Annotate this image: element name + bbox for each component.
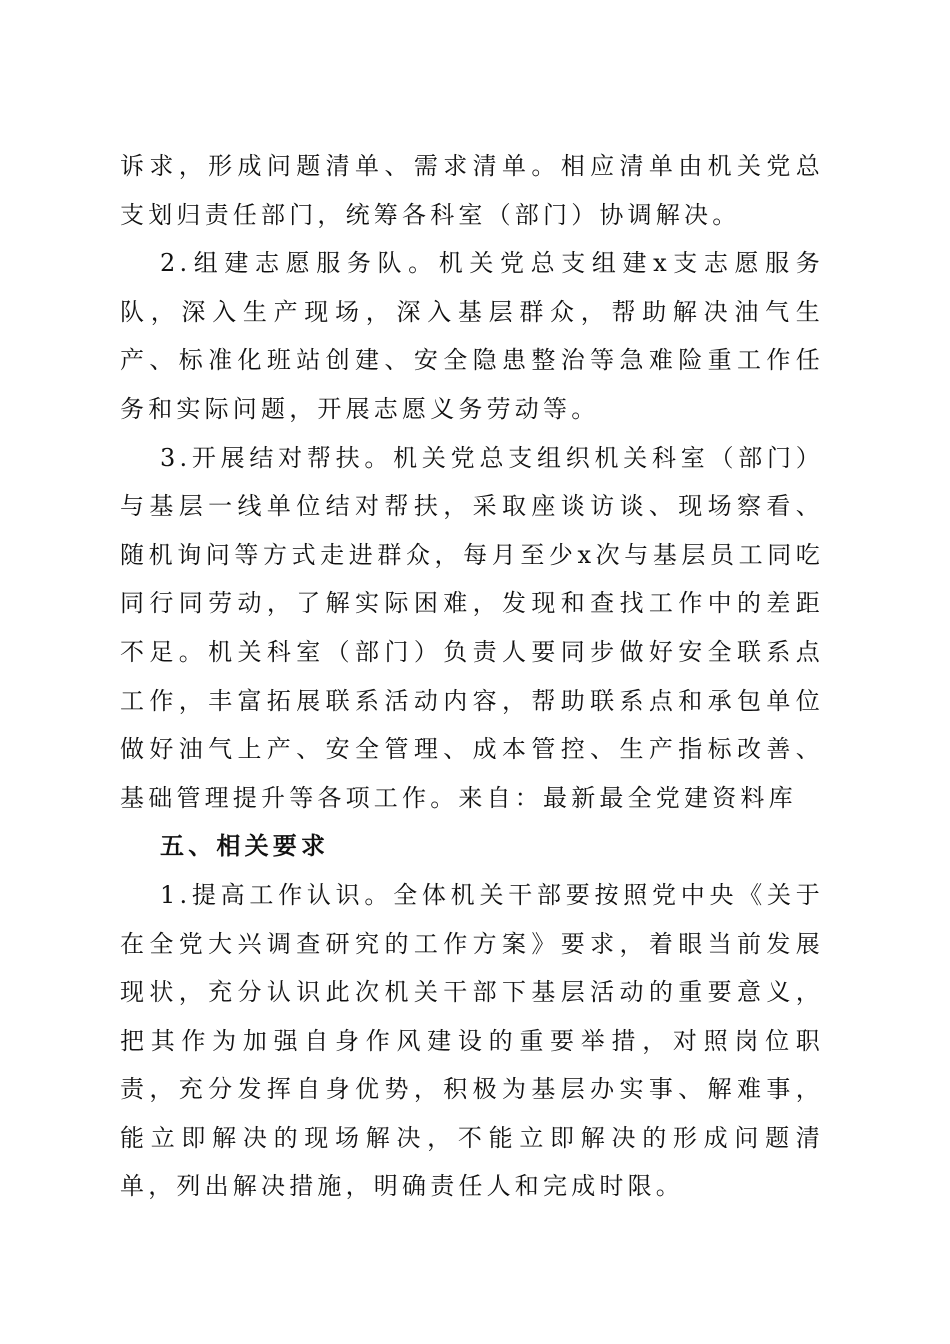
document-body bbox=[120, 142, 824, 1211]
paragraph-item-3: 3.开展结对帮扶。机关党总支组织机关科室（部门）与基层一线单位结对帮扶，采取座谈访谈、现场察看、随机询问等方式走进群众，每月至少x次与基层员工同吃同行同劳动，了解实际困难，发现和查找工作中的差距不足。机关科室（部门）负责人要同步做好安全联系点工作，丰富拓展联系活动内容，帮助联系点和承包单位做好油气上产、安全管理、成本管控、生产指标改善、基础管理提升等各项工作。来自：最新最全党建资料库 bbox=[120, 443, 824, 812]
paragraph-item-2: 2.组建志愿服务队。机关党总支组建x支志愿服务队，深入生产现场，深入基层群众，帮助解决油气生产、标准化班站创建、安全隐患整治等急难险重工作任务和实际问题，开展志愿义务劳动等。 bbox=[120, 249, 824, 423]
paragraph-continuation: 诉求，形成问题清单、需求清单。相应清单由机关党总支划归责任部门，统筹各科室（部门）协调解决。 bbox=[120, 152, 824, 229]
section-heading: 五、相关要求 bbox=[160, 832, 330, 861]
paragraph-requirement-1: 1.提高工作认识。全体机关干部要按照党中央《关于在全党大兴调查研究的工作方案》要求，着眼当前发展现状，充分认识此次机关干部下基层活动的重要意义，把其作为加强自身作风建设的重要举措，对照岗位职责，充分发挥自身优势，积极为基层办实事、解难事，能立即解决的现场解决，不能立即解决的形成问题清单，列出解决措施，明确责任人和完成时限。 bbox=[120, 880, 824, 1201]
